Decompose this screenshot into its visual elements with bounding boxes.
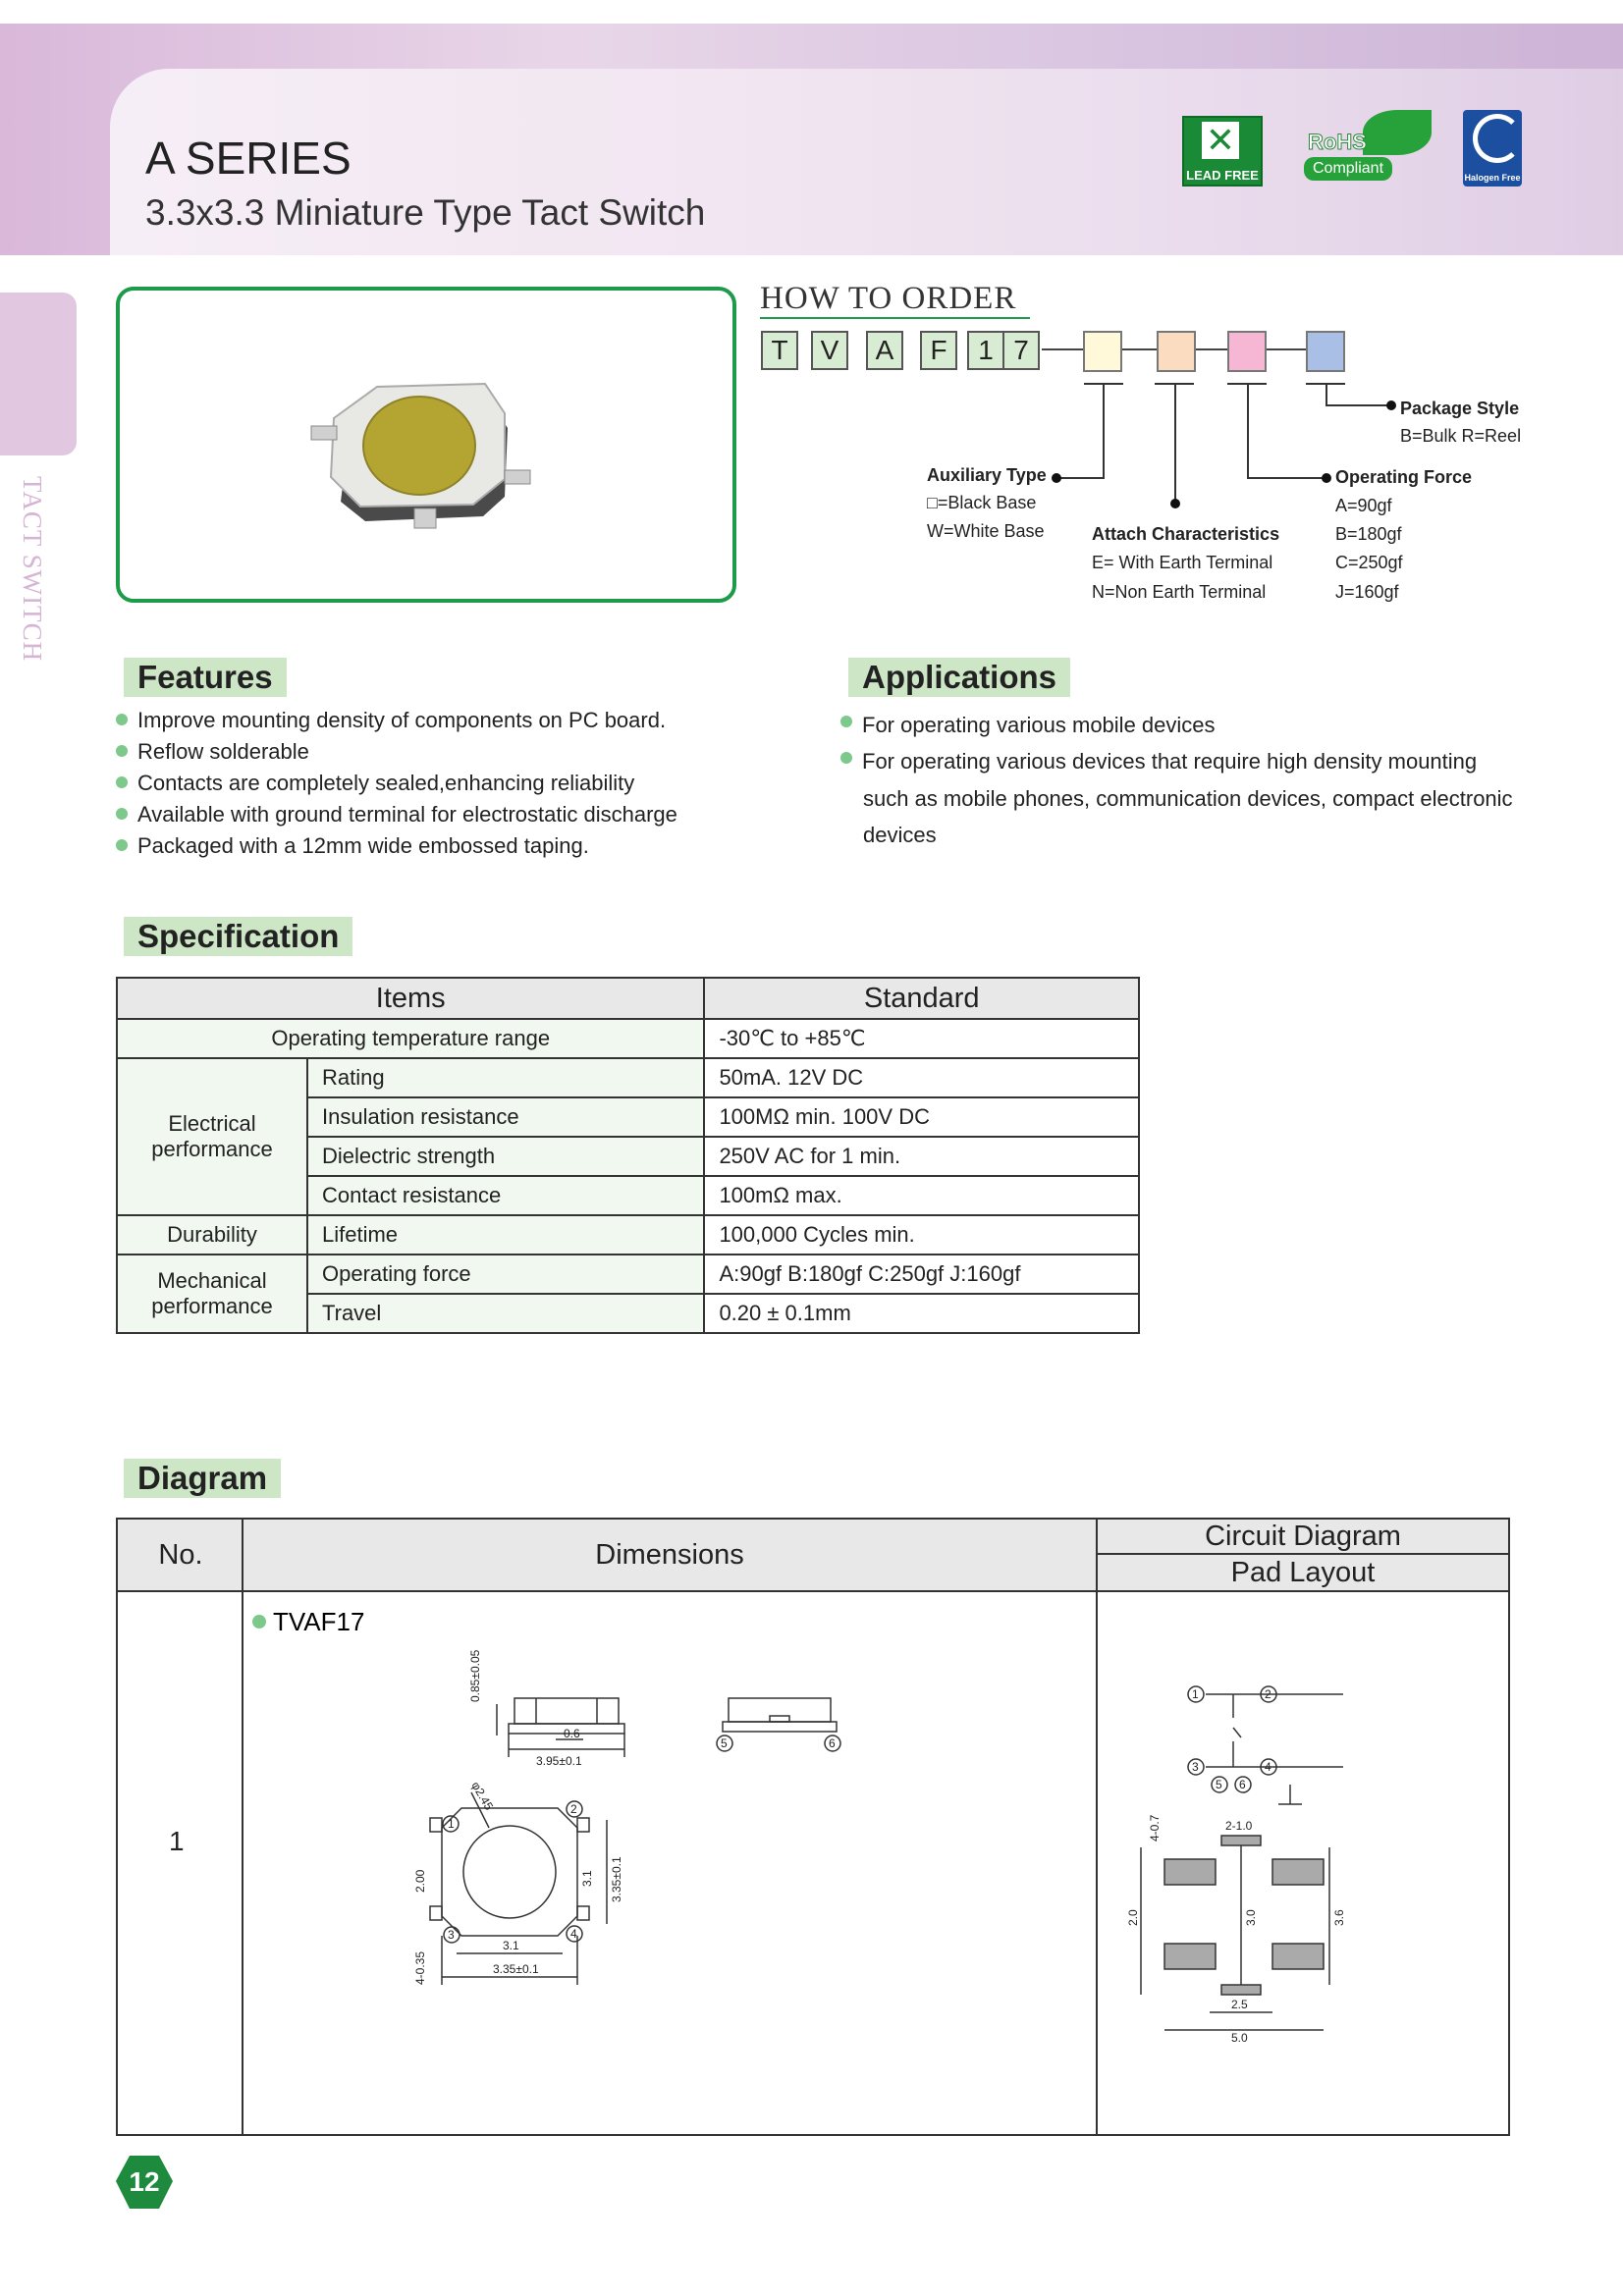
dim-31h: 3.1 (503, 1939, 519, 1952)
dim-pitch: 0.6 (564, 1727, 580, 1740)
order-dash (1196, 348, 1227, 350)
pad-30: 3.0 (1244, 1909, 1258, 1926)
model-label: TVAF17 (273, 1607, 365, 1636)
connector-dot (1052, 473, 1061, 483)
pad-width: 4-0.7 (1148, 1814, 1162, 1842)
application-item: For operating various mobile devices (840, 707, 1477, 743)
feature-item: Available with ground terminal for electrostatic discharge (116, 799, 677, 830)
circuit-pin-4: 4 (1265, 1760, 1271, 1774)
side-label: TACT SWITCH (18, 476, 47, 663)
table-row (117, 1255, 1139, 1294)
lead-free-icon: ✕ (1202, 122, 1239, 159)
force-option: J=160gf (1335, 582, 1399, 602)
package-style-options: B=Bulk R=Reel (1400, 426, 1522, 446)
slot-attach (1157, 331, 1196, 372)
order-dash (1042, 348, 1083, 350)
spec-header-row (117, 978, 1139, 1019)
slot-package (1306, 331, 1345, 372)
spec-value: 0.20 ± 0.1mm (704, 1294, 1139, 1333)
dim-335v: 3.35±0.1 (610, 1856, 623, 1902)
pin-3: 3 (448, 1928, 455, 1942)
attach-option: E= With Earth Terminal (1092, 553, 1273, 572)
circuit-pad-drawing (1098, 1592, 1506, 2132)
order-dash (1267, 348, 1306, 350)
force-option: B=180gf (1335, 524, 1402, 544)
connector-line (1103, 383, 1105, 477)
spec-value: 100mΩ max. (704, 1176, 1139, 1215)
order-dash (1122, 348, 1157, 350)
dim-31v: 3.1 (580, 1870, 594, 1887)
spec-value: 100,000 Cycles min. (704, 1215, 1139, 1255)
spec-value: 250V AC for 1 min. (704, 1137, 1139, 1176)
application-line: devices (863, 823, 937, 847)
spec-item: Insulation resistance (307, 1097, 704, 1137)
dim-height: 0.85±0.05 (468, 1649, 482, 1702)
applications-heading: Applications (848, 658, 1070, 697)
pin-6: 6 (829, 1736, 836, 1750)
dim-335h: 3.35±0.1 (493, 1962, 539, 1976)
connector-line (1247, 477, 1325, 479)
attach-characteristics-label: Attach Characteristics (1092, 524, 1280, 544)
spec-item: Dielectric strength (307, 1137, 704, 1176)
circuit-pin-1: 1 (1192, 1687, 1199, 1701)
slot-force (1227, 331, 1267, 372)
spec-value: 50mA. 12V DC (704, 1058, 1139, 1097)
halogen-free-logo (1463, 110, 1522, 187)
pad-50: 5.0 (1231, 2031, 1248, 2045)
connector-line (1247, 383, 1249, 477)
connector-line (1325, 404, 1390, 406)
feature-item: Improve mounting density of components on PC board. (116, 705, 677, 736)
pad-top: 2-1.0 (1225, 1819, 1253, 1833)
side-tab (0, 293, 77, 455)
auxiliary-option: □=Black Base (927, 493, 1037, 512)
force-option: C=250gf (1335, 553, 1403, 572)
leaf-icon (1363, 110, 1432, 155)
connector-dot (1322, 473, 1331, 483)
items-header: Items (117, 978, 704, 1019)
spec-item: Operating force (307, 1255, 704, 1294)
application-line: such as mobile phones, communication devices, compact electronic (863, 786, 1513, 811)
spec-item: Travel (307, 1294, 704, 1333)
spec-item: Lifetime (307, 1215, 704, 1255)
features-heading: Features (124, 658, 287, 697)
page-number: 12 (129, 2166, 160, 2197)
group-line: performance (151, 1137, 273, 1161)
code-letter-3: A (866, 331, 903, 370)
group-line: performance (151, 1294, 273, 1318)
pad-layout-header: Pad Layout (1098, 1555, 1508, 1592)
package-style-label: Package Style (1400, 399, 1520, 418)
dimensions-drawing (243, 1592, 1094, 2132)
attach-option: N=Non Earth Terminal (1092, 582, 1267, 602)
model-bullet (252, 1615, 266, 1629)
connector-line (1056, 477, 1105, 479)
circuit-pin-5: 5 (1216, 1778, 1222, 1791)
spec-value: -30℃ to +85℃ (704, 1019, 1139, 1058)
code-letter-2: V (811, 331, 848, 370)
slot-auxiliary (1083, 331, 1122, 372)
circuit-pin-6: 6 (1239, 1778, 1246, 1791)
features-list (116, 705, 677, 862)
pin-4: 4 (570, 1927, 577, 1941)
standard-header: Standard (704, 978, 1139, 1019)
pad-36: 3.6 (1332, 1909, 1346, 1926)
feature-item: Reflow solderable (116, 736, 677, 768)
spec-item: Operating temperature range (117, 1019, 704, 1058)
diagram-heading: Diagram (124, 1459, 281, 1498)
pin-2: 2 (570, 1802, 577, 1816)
specification-table (116, 977, 1140, 1334)
diagram-table (116, 1518, 1510, 2136)
dim-length: 3.95±0.1 (536, 1754, 582, 1768)
code-letter-6: 7 (1002, 331, 1040, 370)
spec-group-mechanical (117, 1255, 307, 1333)
operating-force-label: Operating Force (1335, 467, 1473, 487)
pad-25: 2.5 (1231, 1998, 1248, 2011)
application-item: For operating various devices that require high density mounting (840, 743, 1477, 779)
circuit-diagram-header: Circuit Diagram (1098, 1520, 1508, 1555)
halogen-free-label: Halogen Free (1464, 173, 1521, 183)
dimensions-header: Dimensions (243, 1520, 1096, 1592)
lead-free-logo (1182, 116, 1263, 187)
spec-group-electrical (117, 1058, 307, 1215)
how-to-order-title: HOW TO ORDER (760, 281, 1030, 319)
code-letter-1: T (761, 331, 798, 370)
table-row (117, 1019, 1139, 1058)
connector-dot (1170, 499, 1180, 508)
spec-item: Contact resistance (307, 1176, 704, 1215)
circuit-pin-3: 3 (1192, 1760, 1199, 1774)
auxiliary-option: W=White Base (927, 521, 1045, 541)
code-letter-5: 1 (967, 331, 1004, 370)
applications-list (840, 707, 1477, 779)
lead-free-label: LEAD FREE (1186, 168, 1259, 183)
specification-heading: Specification (124, 917, 352, 956)
series-subtitle: 3.3x3.3 Miniature Type Tact Switch (145, 192, 706, 233)
pad-20: 2.0 (1126, 1909, 1140, 1926)
rohs-logo (1304, 110, 1432, 183)
no-header: No. (118, 1520, 243, 1592)
dim-200: 2.00 (413, 1869, 427, 1893)
table-row (117, 1058, 1139, 1097)
pin-1: 1 (448, 1817, 455, 1831)
spec-item: Rating (307, 1058, 704, 1097)
spec-value: 100MΩ min. 100V DC (704, 1097, 1139, 1137)
connector-line (1174, 383, 1176, 503)
rohs-compliant-label: Compliant (1304, 157, 1392, 181)
circuit-pin-2: 2 (1265, 1687, 1271, 1701)
table-row (117, 1215, 1139, 1255)
feature-item: Packaged with a 12mm wide embossed taping. (116, 830, 677, 862)
product-photo-frame (116, 287, 736, 603)
row-number: 1 (169, 1826, 185, 1856)
page-number-badge (116, 2156, 173, 2209)
code-letter-4: F (920, 331, 957, 370)
application-continued (863, 780, 1513, 853)
product-photo-icon (120, 291, 732, 599)
group-line: Electrical (168, 1111, 256, 1136)
group-line: Mechanical (157, 1268, 267, 1293)
dim-4035: 4-0.35 (413, 1950, 427, 1985)
dim-dia: φ2.45 (468, 1779, 497, 1813)
connector-line (1325, 383, 1327, 404)
pin-5: 5 (721, 1736, 728, 1750)
auxiliary-type-label: Auxiliary Type (927, 465, 1047, 485)
force-option: A=90gf (1335, 496, 1392, 515)
connector-dot (1386, 400, 1396, 410)
feature-item: Contacts are completely sealed,enhancing reliability (116, 768, 677, 799)
rohs-label: RoHS (1308, 130, 1367, 154)
spec-group-durability: Durability (117, 1215, 307, 1255)
series-title: A SERIES (145, 133, 352, 184)
halogen-e-icon (1473, 114, 1522, 163)
spec-value: A:90gf B:180gf C:250gf J:160gf (704, 1255, 1139, 1294)
